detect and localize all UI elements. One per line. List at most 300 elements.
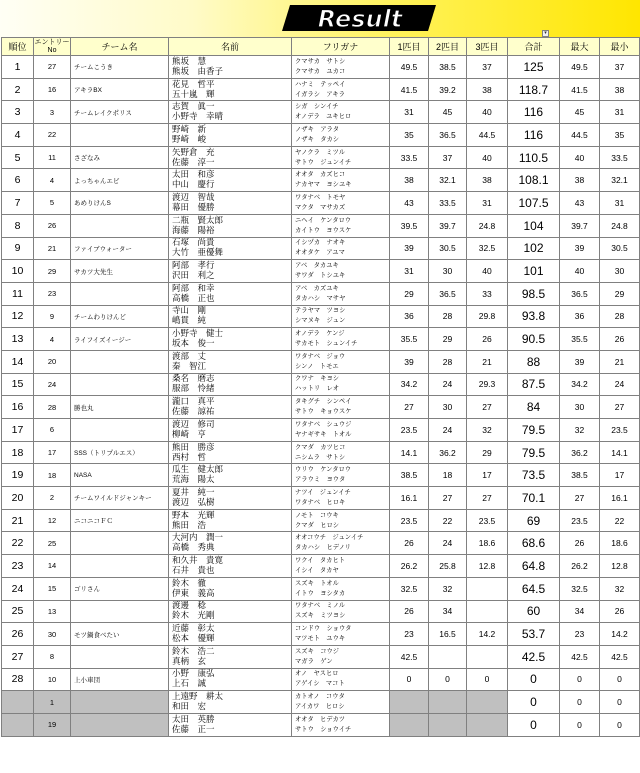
fish1-cell: 35.5 <box>390 328 429 351</box>
header-team: チーム名 <box>71 38 169 56</box>
fish3-cell <box>467 713 508 736</box>
max-cell: 34 <box>560 600 600 623</box>
member-name: 大竹 亜優舞 <box>172 248 224 259</box>
member-name: 渡邊 稔 <box>172 601 207 612</box>
rank-cell: 13 <box>2 328 34 351</box>
member-furigana: マガラ ゲン <box>295 657 333 665</box>
member-name: 和田 宏 <box>172 702 207 713</box>
member-furigana: ノザキ タカシ <box>295 135 340 143</box>
max-cell: 23.5 <box>560 509 600 532</box>
min-cell: 31 <box>600 192 640 215</box>
max-cell: 32 <box>560 419 600 442</box>
member-name: 熊田 勝彦 <box>172 442 215 453</box>
fish1-cell: 43 <box>390 192 429 215</box>
fish2-cell: 38.5 <box>429 56 467 79</box>
header-row <box>2 38 640 56</box>
total-cell: 73.5 <box>508 464 560 487</box>
fish1-cell: 32.5 <box>390 577 429 600</box>
team-name-cell: チームワイルドジャンキー <box>71 487 169 510</box>
furigana-cell <box>292 56 390 79</box>
fish3-cell: 29 <box>467 441 508 464</box>
table-row <box>2 373 640 396</box>
min-cell: 22 <box>600 509 640 532</box>
fish1-cell: 26.2 <box>390 555 429 578</box>
fish1-cell: 0 <box>390 668 429 691</box>
member-furigana: クマサカ ユカコ <box>295 67 346 75</box>
total-cell: 104 <box>508 214 560 237</box>
member-furigana: カトオノ コウタ <box>295 693 345 701</box>
fish2-cell <box>429 645 467 668</box>
team-name-cell: NASA <box>71 464 169 487</box>
entry-no-cell: 4 <box>34 328 71 351</box>
rank-cell: 14 <box>2 350 34 373</box>
fish1-cell: 29 <box>390 282 429 305</box>
min-cell: 30 <box>600 260 640 283</box>
header-fish1: 1匹目 <box>390 38 429 56</box>
team-name-cell <box>71 713 169 736</box>
team-name-cell: チームわりけんど <box>71 305 169 328</box>
entry-no-cell: 21 <box>34 237 71 260</box>
fish1-cell: 23 <box>390 623 429 646</box>
member-name: 小野 康弘 <box>172 669 215 680</box>
team-name-cell <box>71 555 169 578</box>
furigana-cell <box>292 373 390 396</box>
member-furigana: クワナ キヨシ <box>295 375 340 383</box>
team-name-cell: ゴリさん <box>71 577 169 600</box>
entry-no-cell: 23 <box>34 282 71 305</box>
min-cell: 35 <box>600 124 640 147</box>
team-name-cell <box>71 532 169 555</box>
fish3-cell: 31 <box>467 192 508 215</box>
member-names-cell <box>169 396 292 419</box>
member-furigana: ワタナベ トモヤ <box>295 193 346 201</box>
max-cell: 32.5 <box>560 577 600 600</box>
fish2-cell: 34 <box>429 600 467 623</box>
max-cell: 38 <box>560 169 600 192</box>
fish2-cell: 36.5 <box>429 282 467 305</box>
min-cell: 16.1 <box>600 487 640 510</box>
entry-no-cell: 30 <box>34 623 71 646</box>
fish3-cell: 40 <box>467 101 508 124</box>
rank-cell: 7 <box>2 192 34 215</box>
team-name-cell: サカツ大先生 <box>71 260 169 283</box>
member-names-cell <box>169 373 292 396</box>
fish2-cell: 30.5 <box>429 237 467 260</box>
member-name: 佐藤 諒祐 <box>172 407 215 418</box>
total-cell: 69 <box>508 509 560 532</box>
member-names-cell <box>169 464 292 487</box>
fish2-cell: 29 <box>429 328 467 351</box>
member-furigana: サトウ ショウイチ <box>295 725 352 733</box>
rank-cell: 11 <box>2 282 34 305</box>
member-name: 大河内 潤一 <box>172 533 224 544</box>
max-cell: 44.5 <box>560 124 600 147</box>
fish2-cell: 37 <box>429 146 467 169</box>
member-furigana: オオタ ヒデカツ <box>295 715 346 723</box>
entry-no-cell: 8 <box>34 645 71 668</box>
member-furigana: ワタナベ ミノル <box>295 602 346 610</box>
fish2-cell: 45 <box>429 101 467 124</box>
member-furigana: カイトウ ヨウスケ <box>295 226 352 234</box>
fish1-cell: 42.5 <box>390 645 429 668</box>
member-name: 鈴木 浩二 <box>172 646 215 657</box>
table-row <box>2 101 640 124</box>
fish2-cell: 28 <box>429 305 467 328</box>
max-cell: 30 <box>560 396 600 419</box>
table-row <box>2 668 640 691</box>
total-cell: 0 <box>508 668 560 691</box>
max-cell: 23 <box>560 623 600 646</box>
fish2-cell: 24 <box>429 419 467 442</box>
furigana-cell <box>292 555 390 578</box>
rank-cell: 24 <box>2 577 34 600</box>
table-row <box>2 282 640 305</box>
min-cell: 33.5 <box>600 146 640 169</box>
member-name: 佐藤 正一 <box>172 724 215 735</box>
min-cell: 32 <box>600 577 640 600</box>
rank-cell: 27 <box>2 645 34 668</box>
member-names-cell <box>169 645 292 668</box>
table-row <box>2 260 640 283</box>
total-cell: 84 <box>508 396 560 419</box>
member-furigana: サトウ キョウスケ <box>295 408 352 416</box>
member-furigana: アベ タカユキ <box>295 262 339 270</box>
fish3-cell: 12.8 <box>467 555 508 578</box>
rank-cell: 26 <box>2 623 34 646</box>
member-names-cell <box>169 555 292 578</box>
member-furigana: シガ シンイチ <box>295 103 339 111</box>
fish2-cell: 18 <box>429 464 467 487</box>
rank-cell: 10 <box>2 260 34 283</box>
results-table <box>1 37 640 737</box>
rank-cell: 19 <box>2 464 34 487</box>
fish3-cell: 23.5 <box>467 509 508 532</box>
total-cell: 60 <box>508 600 560 623</box>
min-cell: 18.6 <box>600 532 640 555</box>
member-furigana: サワダ トシユキ <box>295 272 346 280</box>
total-cell: 70.1 <box>508 487 560 510</box>
member-name: 石塚 尚貴 <box>172 238 215 249</box>
entry-no-cell: 5 <box>34 192 71 215</box>
member-furigana: ハナミ テッペイ <box>295 80 346 88</box>
rank-cell: 17 <box>2 419 34 442</box>
max-cell: 40 <box>560 260 600 283</box>
member-furigana: タカハシ ヒデノリ <box>295 544 351 552</box>
furigana-cell <box>292 464 390 487</box>
furigana-cell <box>292 623 390 646</box>
fish2-cell: 39.7 <box>429 214 467 237</box>
table-row <box>2 441 640 464</box>
total-cell: 42.5 <box>508 645 560 668</box>
fish2-cell: 36.2 <box>429 441 467 464</box>
max-cell: 26.2 <box>560 555 600 578</box>
member-furigana: ニヘイ ケンタロウ <box>295 216 352 224</box>
member-name: 瀧口 真平 <box>172 397 215 408</box>
min-cell: 24.8 <box>600 214 640 237</box>
member-names-cell <box>169 146 292 169</box>
furigana-cell <box>292 441 390 464</box>
fish1-cell: 31 <box>390 101 429 124</box>
min-cell: 0 <box>600 713 640 736</box>
max-cell: 38.5 <box>560 464 600 487</box>
table-row <box>2 600 640 623</box>
entry-no-cell: 14 <box>34 555 71 578</box>
min-cell: 14.2 <box>600 623 640 646</box>
entry-no-cell: 9 <box>34 305 71 328</box>
member-furigana: サトウ ジュンイチ <box>295 158 352 166</box>
entry-no-cell: 3 <box>34 101 71 124</box>
fish1-cell: 23.5 <box>390 419 429 442</box>
rank-cell: 18 <box>2 441 34 464</box>
rank-cell: 25 <box>2 600 34 623</box>
member-name: 小野寺 幸晴 <box>172 112 224 123</box>
fish1-cell: 14.1 <box>390 441 429 464</box>
max-cell: 42.5 <box>560 645 600 668</box>
entry-no-cell: 25 <box>34 532 71 555</box>
fish1-cell: 39.5 <box>390 214 429 237</box>
member-furigana: オノ ヤスヒロ <box>295 670 339 678</box>
entry-no-cell: 18 <box>34 464 71 487</box>
member-name: 桑名 磨志 <box>172 374 215 385</box>
max-cell: 0 <box>560 668 600 691</box>
entry-no-cell: 19 <box>34 713 71 736</box>
total-cell: 64.5 <box>508 577 560 600</box>
furigana-cell <box>292 192 390 215</box>
member-name: 野本 光輝 <box>172 510 215 521</box>
result-logo-icon <box>280 2 440 34</box>
total-cell: 98.5 <box>508 282 560 305</box>
member-furigana: ワクイ タカヒト <box>295 556 346 564</box>
team-name-cell: さざなみ <box>71 146 169 169</box>
fish2-cell: 25.8 <box>429 555 467 578</box>
member-name: 渡辺 弘樹 <box>172 497 215 508</box>
member-name: 海藤 陽裕 <box>172 225 215 236</box>
fish2-cell: 24 <box>429 373 467 396</box>
rank-cell: 23 <box>2 555 34 578</box>
member-furigana: ワタナベ シュウジ <box>295 420 352 428</box>
fish1-cell: 26 <box>390 600 429 623</box>
rank-cell: 15 <box>2 373 34 396</box>
fish1-cell: 16.1 <box>390 487 429 510</box>
entry-no-cell: 22 <box>34 124 71 147</box>
member-name: 渡辺 智哉 <box>172 192 215 203</box>
member-furigana: シンノ トモエ <box>295 362 339 370</box>
max-cell: 35.5 <box>560 328 600 351</box>
furigana-cell <box>292 691 390 714</box>
table-row <box>2 713 640 736</box>
member-furigana: マクタ マサカズ <box>295 203 346 211</box>
rank-cell: 1 <box>2 56 34 79</box>
team-name-cell <box>71 645 169 668</box>
member-furigana: オノデラ ユキヒロ <box>295 113 352 121</box>
max-cell: 26 <box>560 532 600 555</box>
fish3-cell: 38 <box>467 78 508 101</box>
member-furigana: コンドウ ショウタ <box>295 625 352 633</box>
member-furigana: イシヅカ ナオキ <box>295 239 346 247</box>
member-name: 和久井 貴寛 <box>172 555 224 566</box>
team-name-cell: ライフイズイージー <box>71 328 169 351</box>
total-cell: 79.5 <box>508 441 560 464</box>
fish1-cell: 27 <box>390 396 429 419</box>
total-cell: 53.7 <box>508 623 560 646</box>
result-title: Result <box>317 5 403 33</box>
member-furigana: アベ カズユキ <box>295 284 339 292</box>
dropdown-arrow-icon[interactable]: ▾ <box>542 30 549 37</box>
member-furigana: タカハシ マサヤ <box>295 294 346 302</box>
fish3-cell: 29.3 <box>467 373 508 396</box>
furigana-cell <box>292 577 390 600</box>
member-names-cell <box>169 691 292 714</box>
member-names-cell <box>169 328 292 351</box>
fish1-cell <box>390 713 429 736</box>
max-cell: 36.5 <box>560 282 600 305</box>
min-cell: 37 <box>600 56 640 79</box>
entry-no-cell: 26 <box>34 214 71 237</box>
header-fish2: 2匹目 <box>429 38 467 56</box>
rank-cell: 8 <box>2 214 34 237</box>
fish2-cell <box>429 713 467 736</box>
furigana-cell <box>292 532 390 555</box>
rank-cell: 6 <box>2 169 34 192</box>
fish3-cell <box>467 691 508 714</box>
furigana-cell <box>292 328 390 351</box>
min-cell: 26 <box>600 328 640 351</box>
entry-no-cell: 13 <box>34 600 71 623</box>
team-name-cell: チームレイクポリス <box>71 101 169 124</box>
entry-no-cell: 29 <box>34 260 71 283</box>
fish3-cell: 21 <box>467 350 508 373</box>
fish2-cell: 24 <box>429 532 467 555</box>
furigana-cell <box>292 419 390 442</box>
member-name: 寺山 剛 <box>172 306 207 317</box>
team-name-cell: 勝也丸 <box>71 396 169 419</box>
member-names-cell <box>169 169 292 192</box>
member-names-cell <box>169 101 292 124</box>
member-names-cell <box>169 713 292 736</box>
member-name: 阿部 孝行 <box>172 261 215 272</box>
member-furigana: スズキ コウジ <box>295 647 340 655</box>
table-row <box>2 396 640 419</box>
min-cell: 31 <box>600 101 640 124</box>
entry-no-cell: 10 <box>34 668 71 691</box>
total-cell: 125 <box>508 56 560 79</box>
member-name: 西村 哲 <box>172 452 207 463</box>
member-name: 熊田 浩 <box>172 520 207 531</box>
member-names-cell <box>169 124 292 147</box>
member-furigana: サカモト シュンイチ <box>295 340 358 348</box>
fish3-cell: 27 <box>467 487 508 510</box>
max-cell: 36 <box>560 305 600 328</box>
fish3-cell: 40 <box>467 146 508 169</box>
team-name-cell: あめりけんS <box>71 192 169 215</box>
member-name: 鈴木 光剛 <box>172 611 215 622</box>
team-name-cell <box>71 282 169 305</box>
member-name: 太田 和彦 <box>172 170 215 181</box>
member-names-cell <box>169 305 292 328</box>
member-furigana: アラウミ ヨウタ <box>295 476 346 484</box>
furigana-cell <box>292 146 390 169</box>
total-cell: 68.6 <box>508 532 560 555</box>
rank-cell: 2 <box>2 78 34 101</box>
member-names-cell <box>169 282 292 305</box>
team-name-cell: チームこうき <box>71 56 169 79</box>
header-furigana: フリガナ <box>292 38 390 56</box>
furigana-cell <box>292 396 390 419</box>
furigana-cell <box>292 668 390 691</box>
member-names-cell <box>169 350 292 373</box>
member-furigana: テラヤマ ツヨシ <box>295 307 346 315</box>
furigana-cell <box>292 600 390 623</box>
member-furigana: ノモト コウキ <box>295 511 339 519</box>
min-cell: 26 <box>600 600 640 623</box>
total-cell: 64.8 <box>508 555 560 578</box>
rank-cell: 4 <box>2 124 34 147</box>
member-furigana: タキグチ シンペイ <box>295 398 352 406</box>
fish3-cell: 38 <box>467 169 508 192</box>
member-name: 高橋 正也 <box>172 293 215 304</box>
member-furigana: ニシムラ サトシ <box>295 453 346 461</box>
furigana-cell <box>292 78 390 101</box>
max-cell: 45 <box>560 101 600 124</box>
member-furigana: イトウ ヨシタカ <box>295 589 346 597</box>
furigana-cell <box>292 237 390 260</box>
member-name: 秦 智江 <box>172 361 207 372</box>
furigana-cell <box>292 101 390 124</box>
fish2-cell: 27 <box>429 487 467 510</box>
fish3-cell: 29.8 <box>467 305 508 328</box>
fish3-cell: 24.8 <box>467 214 508 237</box>
member-name: 近藤 彰太 <box>172 624 215 635</box>
min-cell: 30.5 <box>600 237 640 260</box>
rank-cell: 16 <box>2 396 34 419</box>
fish2-cell: 30 <box>429 260 467 283</box>
fish2-cell: 30 <box>429 396 467 419</box>
fish2-cell: 39.2 <box>429 78 467 101</box>
member-names-cell <box>169 532 292 555</box>
max-cell: 40 <box>560 146 600 169</box>
member-furigana: オノデラ ケンジ <box>295 330 345 338</box>
fish3-cell <box>467 577 508 600</box>
member-name: 服部 怜緒 <box>172 384 215 395</box>
total-cell: 110.5 <box>508 146 560 169</box>
header-max: 最大 <box>560 38 600 56</box>
rank-cell: 21 <box>2 509 34 532</box>
member-name: 熊坂 慧 <box>172 56 207 67</box>
member-name: 渡辺 修司 <box>172 419 215 430</box>
min-cell: 0 <box>600 668 640 691</box>
team-name-cell <box>71 124 169 147</box>
max-cell: 39 <box>560 237 600 260</box>
total-cell: 108.1 <box>508 169 560 192</box>
member-furigana: イシイ タカヤ <box>295 566 339 574</box>
table-row <box>2 305 640 328</box>
member-name: 矢野倉 充 <box>172 147 215 158</box>
table-row <box>2 237 640 260</box>
fish3-cell: 37 <box>467 56 508 79</box>
min-cell: 27 <box>600 396 640 419</box>
team-name-cell: ニコニコＦＣ <box>71 509 169 532</box>
fish3-cell: 14.2 <box>467 623 508 646</box>
member-name: 花見 哲平 <box>172 79 215 90</box>
entry-no-cell: 4 <box>34 169 71 192</box>
fish2-cell: 36.5 <box>429 124 467 147</box>
furigana-cell <box>292 713 390 736</box>
total-cell: 102 <box>508 237 560 260</box>
max-cell: 0 <box>560 713 600 736</box>
member-name: 上石 誠 <box>172 679 207 690</box>
fish2-cell: 22 <box>429 509 467 532</box>
member-furigana: クマサカ サトシ <box>295 57 346 65</box>
